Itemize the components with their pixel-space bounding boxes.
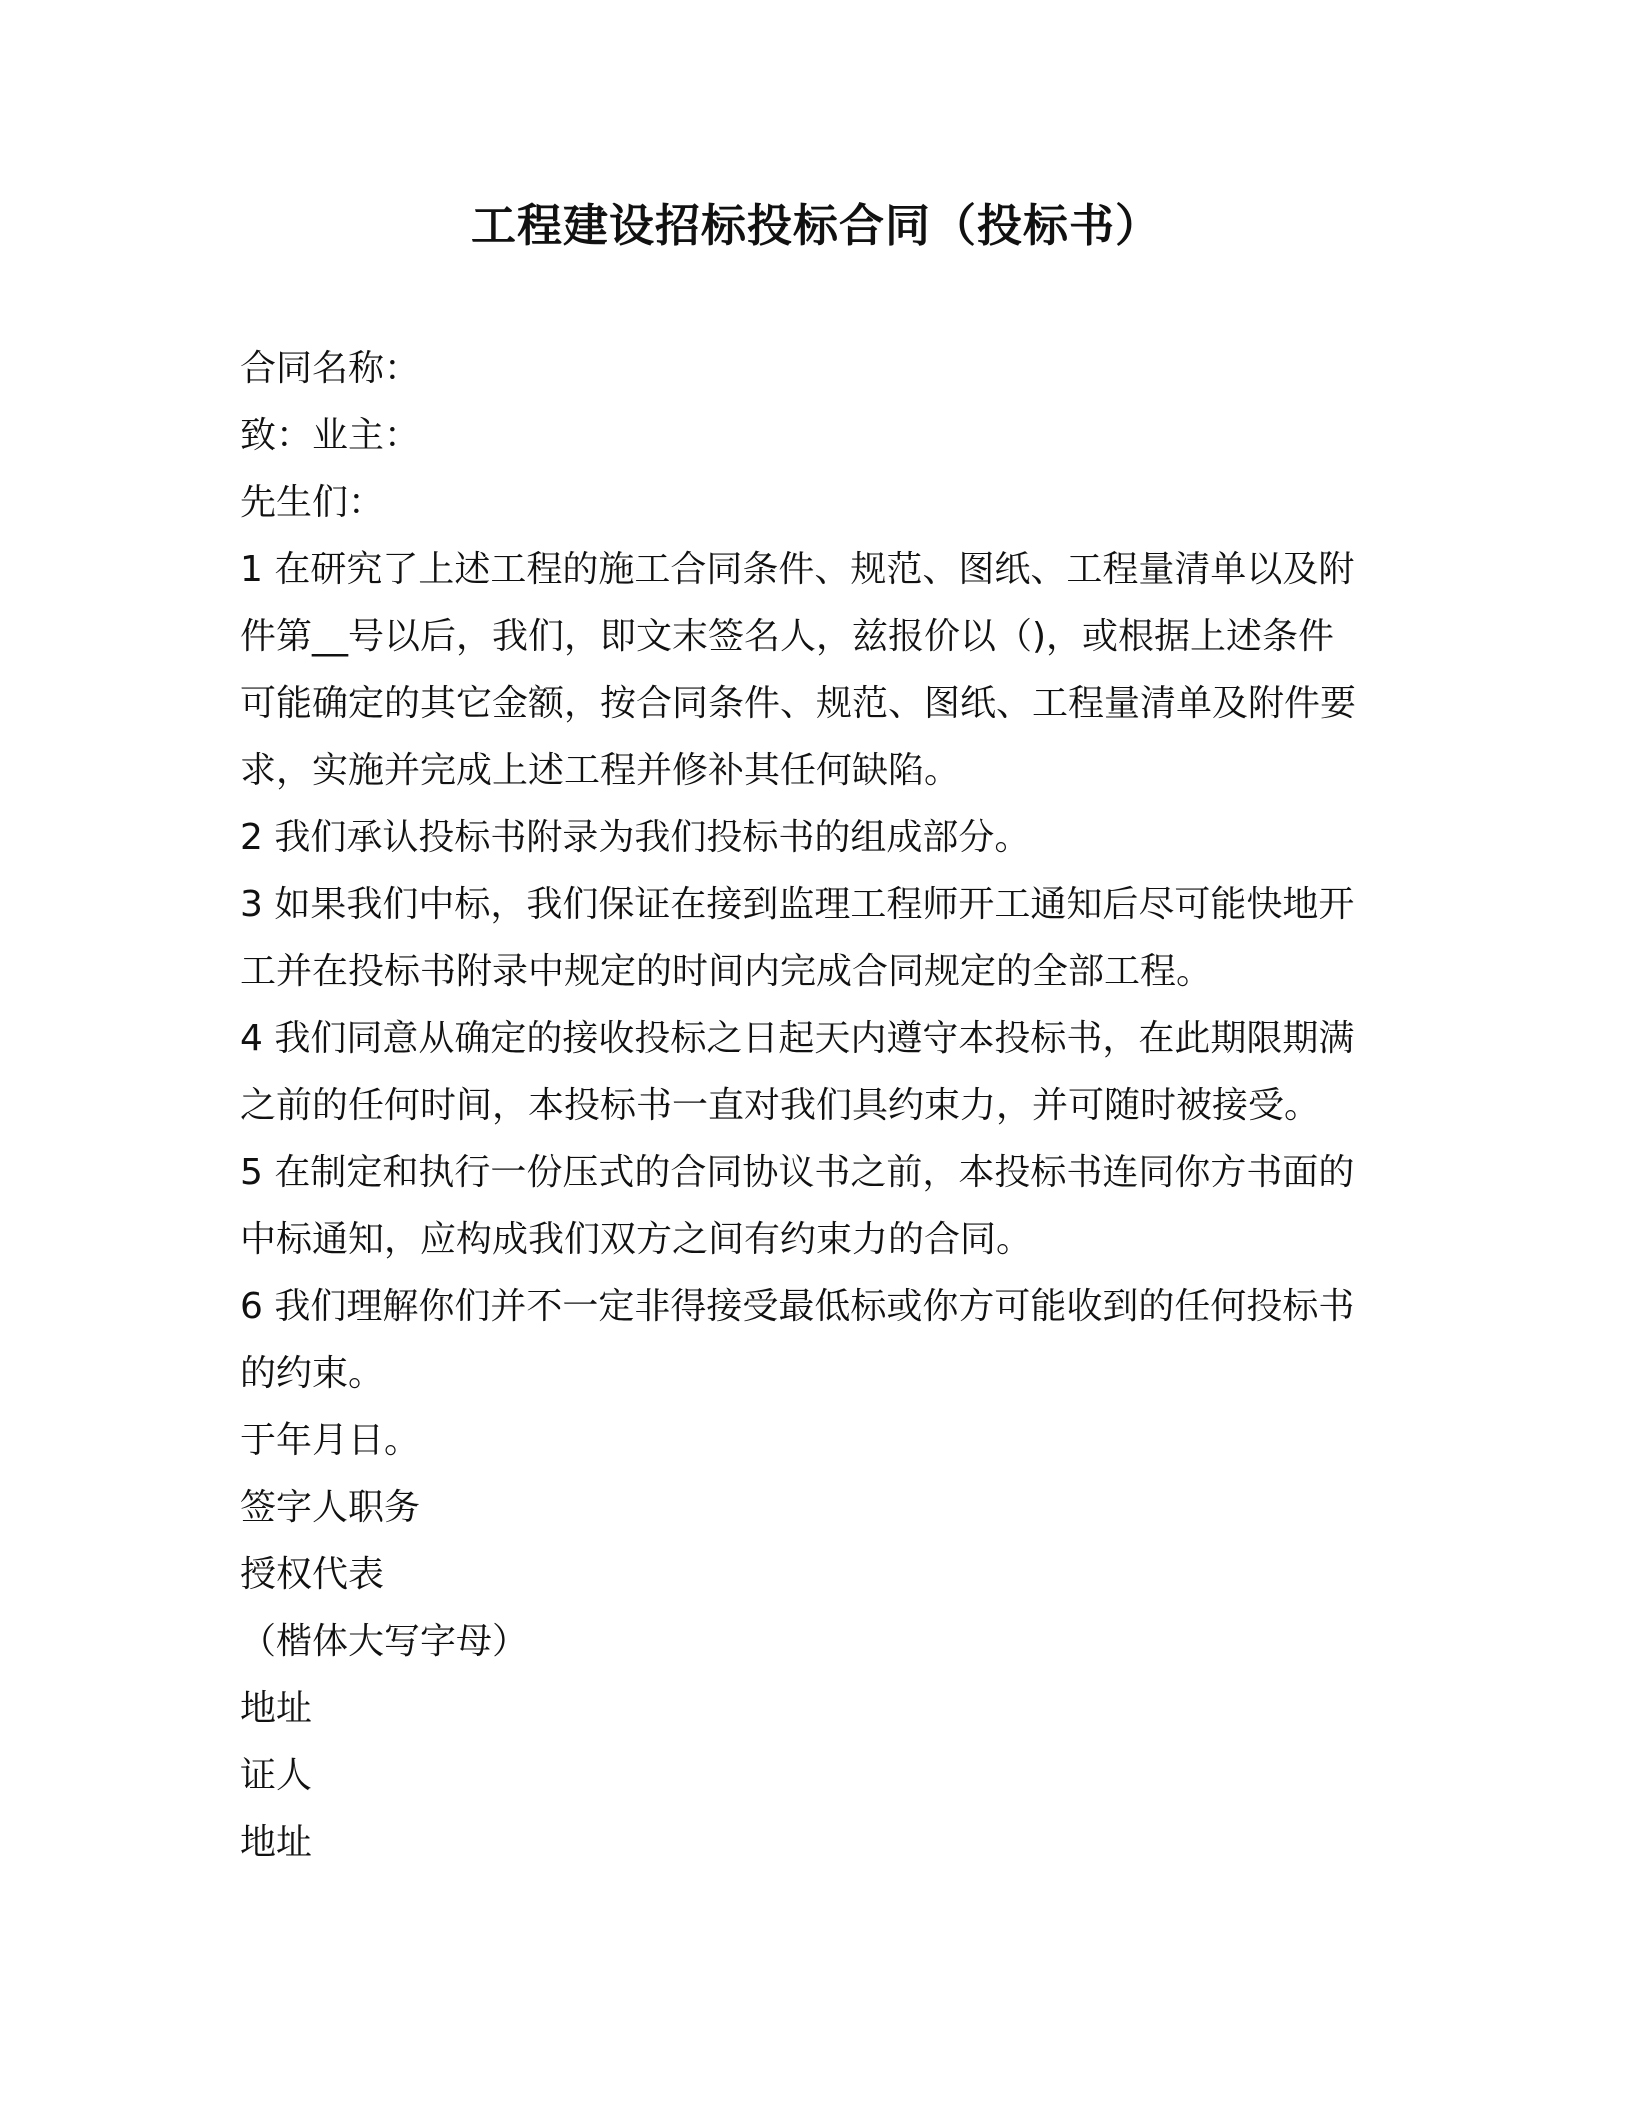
address-line-1: 地址 [240, 1688, 313, 1729]
document-title: 工程建设招标投标合同（投标书） [470, 199, 1161, 252]
address-line-2: 地址 [240, 1822, 313, 1863]
signatory-title-line: 签字人职务 [240, 1487, 421, 1528]
clause-4-line-1: 4 我们同意从确定的接收投标之日起天内遵守本投标书，在此期限期满 [240, 1018, 1355, 1059]
clause-3-line-2: 工并在投标书附录中规定的时间内完成合同规定的全部工程。 [240, 951, 1213, 992]
clause-1-line-4: 求，实施并完成上述工程并修补其任何缺陷。 [240, 750, 961, 791]
clause-1-line-1: 1 在研究了上述工程的施工合同条件、规范、图纸、工程量清单以及附 [240, 549, 1355, 590]
clause-3-line-1: 3 如果我们中标，我们保证在接到监理工程师开工通知后尽可能快地开 [240, 884, 1355, 925]
witness-line: 证人 [240, 1755, 313, 1796]
clause-1-line-3: 可能确定的其它金额，按合同条件、规范、图纸、工程量清单及附件要 [240, 683, 1357, 724]
authorized-representative-line: 授权代表 [240, 1554, 385, 1595]
clause-5-line-1: 5 在制定和执行一份压式的合同协议书之前，本投标书连同你方书面的 [240, 1152, 1355, 1193]
block-capitals-note: （楷体大写字母） [240, 1621, 529, 1662]
clause-4-line-2: 之前的任何时间，本投标书一直对我们具约束力，并可随时被接受。 [240, 1085, 1321, 1126]
clause-1-line-2: 件第__号以后，我们，即文末签名人，兹报价以（)，或根据上述条件 [240, 616, 1335, 657]
clause-2-line: 2 我们承认投标书附录为我们投标书的组成部分。 [240, 817, 1031, 858]
clause-6-line-2: 的约束。 [240, 1353, 385, 1394]
clause-5-line-2: 中标通知，应构成我们双方之间有约束力的合同。 [240, 1219, 1033, 1260]
document-body [240, 335, 1390, 1876]
salutation-line: 先生们： [240, 482, 385, 523]
date-line: 于年月日。 [240, 1420, 421, 1461]
recipient-line: 致：业主： [240, 415, 421, 456]
contract-name-line: 合同名称： [240, 348, 421, 389]
clause-6-line-1: 6 我们理解你们并不一定非得接受最低标或你方可能收到的任何投标书 [240, 1286, 1355, 1327]
